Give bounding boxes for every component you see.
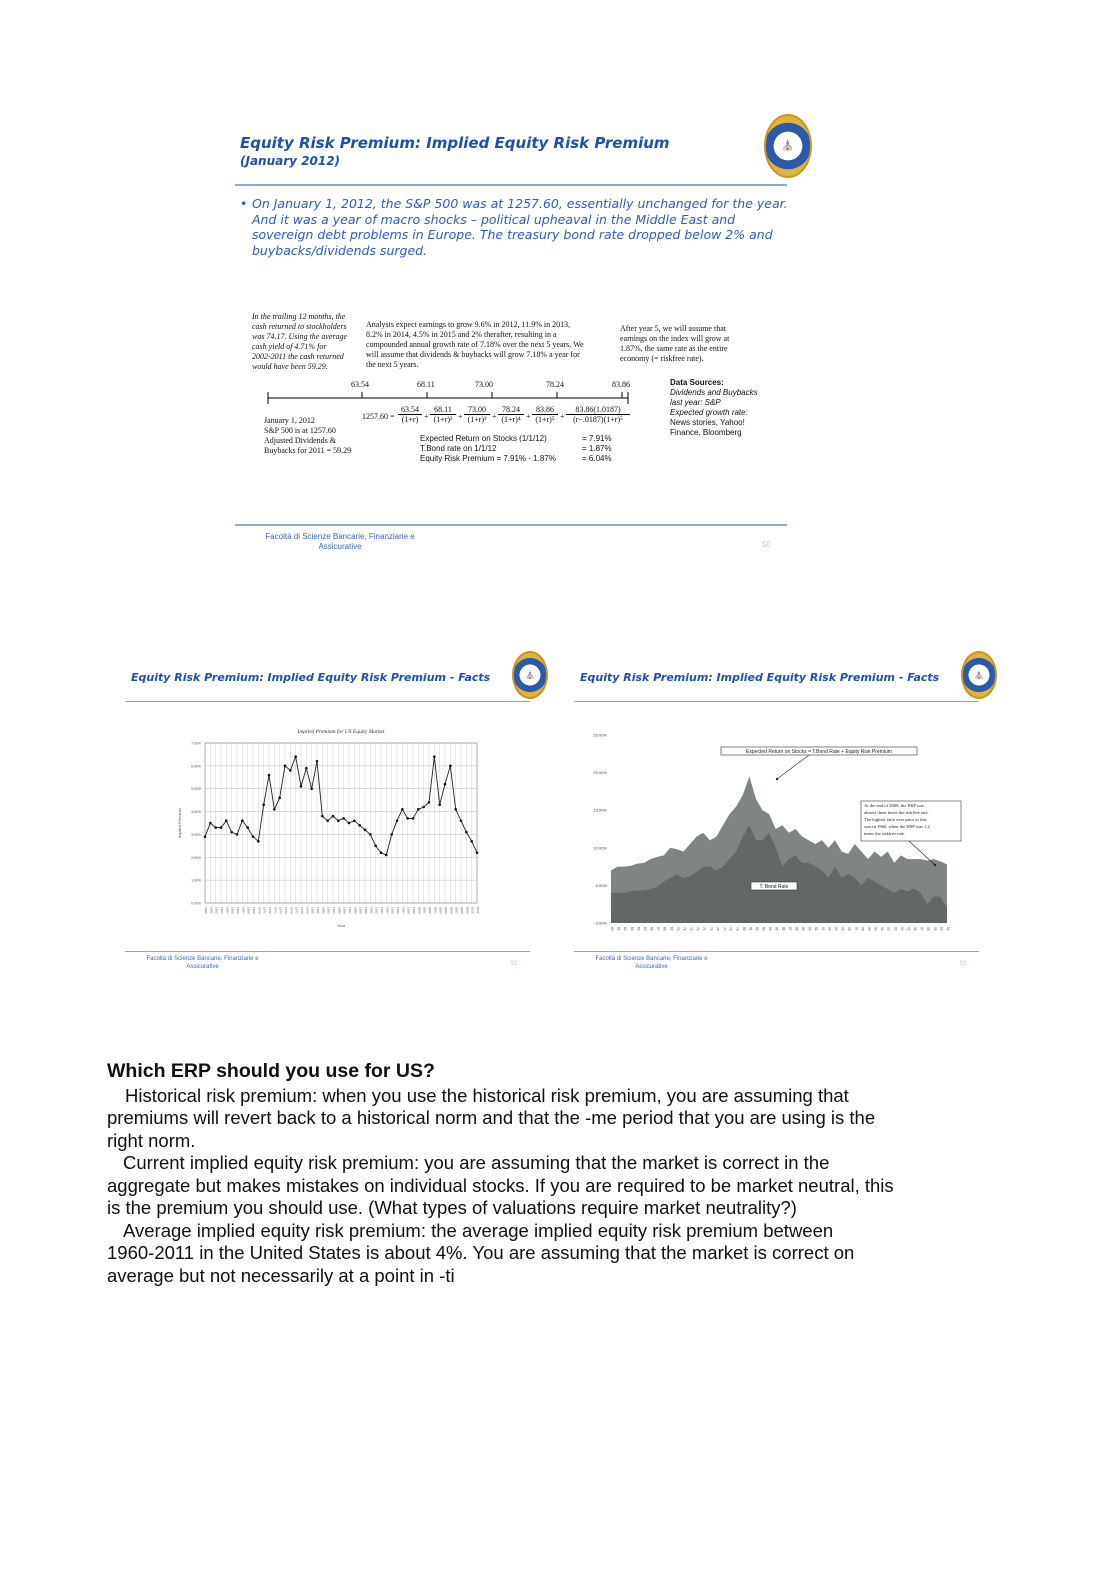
middle-note: Analysts expect earnings to grow 9.6% in 2012, 11.9% in 2013, 8.2% in 2014, 4.5% in 2015 and 2% therafter, resulting in a compounded annual growth rate of 7.18% over the next 5 years. We will assume that dividends & buybacks will grow 7.18% a year for the next 5 years. (366, 320, 584, 369)
result-label: Expected Return on Stocks (1/1/12) (420, 434, 547, 443)
x-tick-label: 1967 (241, 907, 246, 914)
expected-return-chart (579, 727, 964, 932)
data-point (476, 851, 479, 854)
x-tick-label: 1993 (380, 907, 384, 914)
data-point (241, 819, 244, 822)
slide-subtitle: (January 2012) (240, 154, 341, 168)
x-tick-label: 83 (761, 927, 766, 931)
data-point (369, 833, 372, 836)
footer: Facoltà di Scienze Bancarie, Finanziarie e Assicurative (265, 532, 415, 551)
x-tick-label: 09 (932, 927, 937, 931)
x-tick-label: 1981 (316, 907, 320, 914)
x-tick-label: 06 (913, 927, 918, 931)
timeline-value: 78.24 (546, 380, 564, 389)
result-label: Equity Risk Premium = 7.91% - 1.87% (420, 454, 556, 463)
x-tick-label: 1982 (321, 907, 326, 914)
x-tick-label: 1995 (390, 907, 395, 914)
x-tick-label: 2000 (417, 907, 422, 914)
data-point (278, 797, 281, 800)
data-point (262, 803, 265, 806)
result-value: = 6.04% (582, 454, 612, 463)
x-tick-label: 1979 (305, 907, 310, 914)
equation-lhs: 1257.60 = (362, 412, 395, 421)
x-tick-label: 97 (853, 927, 858, 931)
data-point (214, 826, 217, 829)
footer-rule (125, 951, 530, 952)
x-tick-label: 85 (774, 927, 779, 931)
x-tick-label: 70 (675, 927, 680, 931)
x-tick-label: 76 (715, 927, 720, 931)
x-tick-label: 00 (873, 927, 878, 931)
data-point (358, 824, 361, 827)
results (420, 434, 620, 464)
bullet-symbol: • (240, 196, 248, 211)
x-tick-label: 2003 (433, 907, 438, 914)
x-tick-label: 1963 (220, 907, 224, 914)
fraction: 78.24 (1+r)⁴ (498, 405, 524, 424)
x-tick-label: 2001 (422, 907, 427, 914)
x-tick-label: 60 (610, 927, 614, 931)
data-point (230, 831, 233, 834)
x-tick-label: 2004 (438, 907, 443, 914)
x-tick-label: 1999 (412, 907, 416, 914)
data-point (273, 808, 276, 811)
x-tick-label: 61 (616, 927, 621, 931)
x-tick-label: 81 (748, 927, 753, 931)
x-tick-label: 2010 (470, 907, 475, 914)
left-note: In the trailing 12 months, the cash returned to stockholders was 74.17. Using the average cash yield of 4.71% for 2002-2011 the cash returned would have been 59.29. (252, 312, 348, 371)
x-tick-label: 1987 (348, 907, 352, 914)
x-tick-label: 82 (754, 927, 759, 931)
x-tick-label: 64 (636, 927, 641, 931)
x-tick-label: 2008 (460, 907, 464, 914)
x-tick-label: 1977 (294, 907, 299, 914)
plus: + (458, 412, 463, 421)
x-tick-label: 02 (886, 927, 891, 931)
title-rule (235, 184, 787, 186)
y-tick-label: 25.00% (593, 732, 607, 738)
timeline-value: 63.54 (351, 380, 369, 389)
x-tick-label: 91 (814, 927, 819, 931)
annotation-note-line: almost three times the riskfree rate. (864, 810, 929, 815)
slide-52 (574, 645, 999, 975)
x-tick-label: 1980 (310, 907, 315, 914)
chart-title: Implied Premium for US Equity Market (297, 729, 385, 735)
slide-title: Equity Risk Premium: Implied Equity Risk Premium - Facts (580, 671, 940, 684)
x-tick-label: 1971 (262, 907, 267, 914)
y-tick-label: 15.00% (593, 807, 607, 813)
x-tick-label: 1976 (289, 907, 294, 914)
x-tick-label: 1996 (396, 907, 400, 914)
x-tick-label: 2005 (444, 907, 448, 914)
university-logo: ⛪ (512, 651, 548, 699)
x-tick-label: 79 (735, 927, 740, 931)
x-tick-label: 1965 (230, 907, 235, 914)
fraction: 73.00 (1+r)³ (464, 405, 490, 424)
x-tick-label: 04 (899, 927, 904, 931)
slide-title: Equity Risk Premium: Implied Equity Risk Premium - Facts (131, 671, 491, 684)
page-number: 52 (960, 961, 967, 967)
x-tick-label: 94 (834, 927, 838, 931)
result-value: = 1.87% (582, 444, 612, 453)
fraction: 63.54 (1+r) (398, 405, 422, 424)
title-rule (574, 701, 979, 702)
data-point (316, 760, 319, 763)
footer: Facoltà di Scienze Bancarie, Finanziarie e Assicurative (146, 956, 259, 970)
data-point (337, 819, 340, 822)
bullet-line: sovereign debt problems in Europe. The treasury bond rate dropped below 2% and (252, 227, 773, 243)
data-point (374, 845, 377, 848)
university-logo: ⛪ (764, 114, 812, 178)
page-number: 51 (511, 961, 518, 967)
timeline-value: 83.86 (612, 380, 630, 389)
x-tick-label: 96 (847, 927, 852, 931)
data-point (289, 769, 292, 772)
footer-rule (235, 524, 787, 526)
annotation-arrow-head (934, 864, 936, 866)
right-note: After year 5, we will assume that earnings on the index will grow at 1.87%, the same rate as the entire economy (= riskfree rate). (620, 324, 730, 363)
fraction: 68.11 (1+r)² (430, 405, 456, 424)
title-rule (125, 701, 530, 702)
x-tick-label: 1990 (364, 907, 368, 914)
data-point (204, 835, 207, 838)
x-tick-label: 1997 (401, 907, 406, 914)
x-tick-label: 01 (880, 927, 885, 931)
x-tick-label: 84 (768, 927, 773, 931)
y-tick-label: 5.00% (191, 787, 201, 792)
data-point (326, 819, 329, 822)
annotation-note-line: was in 1960, when the ERP was 1.2 (864, 824, 930, 829)
x-tick-label: 1988 (353, 907, 358, 914)
data-point (257, 840, 260, 843)
plus: + (560, 412, 565, 421)
x-tick-label: 78 (728, 927, 733, 931)
y-tick-label: 0.00% (595, 920, 607, 926)
slide-title: Equity Risk Premium: Implied Equity Risk Premium (240, 134, 670, 152)
data-point (465, 831, 468, 834)
x-tick-label: 93 (827, 927, 832, 931)
data-point (385, 854, 388, 857)
x-tick-label: 75 (708, 927, 713, 931)
x-tick-label: 89 (801, 927, 806, 931)
x-tick-label: 11 (946, 927, 950, 931)
x-tick-label: 1978 (300, 907, 304, 914)
x-tick-label: 2011 (476, 907, 480, 914)
data-point (380, 851, 383, 854)
x-tick-label: 1991 (369, 907, 374, 914)
data-point (225, 819, 228, 822)
x-tick-label: 98 (860, 927, 865, 931)
data-point (449, 765, 452, 768)
data-point (454, 808, 457, 811)
x-tick-label: 2007 (454, 907, 459, 914)
annotation-arrow (777, 755, 809, 779)
y-tick-label: 5.00% (595, 882, 607, 888)
data-point (438, 803, 441, 806)
data-point (396, 819, 399, 822)
data-point (444, 783, 447, 786)
slide-51 (125, 645, 545, 975)
x-axis-label: Year (336, 923, 346, 928)
data-point (284, 765, 287, 768)
x-tick-label: 1975 (284, 907, 288, 914)
notes-paragraph: Average implied equity risk premium: the average implied equity risk premium between 1960-2011 in the United States is about 4%. You are assuming that the market is correct on average but not necessarily at a point in -ti (107, 1219, 855, 1286)
data-point (422, 806, 425, 809)
x-tick-label: 68 (662, 927, 667, 931)
data-point (470, 840, 473, 843)
result-label: T.Bond rate on 1/1/12 (420, 444, 497, 453)
x-tick-label: 66 (649, 927, 654, 931)
x-tick-label: 1966 (236, 907, 240, 914)
data-point (348, 822, 351, 825)
x-tick-label: 2006 (449, 907, 454, 914)
x-tick-label: 1984 (332, 907, 336, 914)
annotation-label: T. Bond Rate (759, 884, 789, 890)
data-point (460, 819, 463, 822)
x-tick-label: 2002 (428, 907, 432, 914)
x-tick-label: 72 (689, 927, 694, 931)
x-tick-label: 03 (893, 927, 898, 931)
x-tick-label: 1985 (337, 907, 342, 914)
data-point (209, 822, 212, 825)
y-tick-label: 2.00% (191, 855, 201, 860)
x-tick-label: 90 (807, 927, 812, 931)
x-tick-label: 08 (926, 927, 931, 931)
x-tick-label: 1961 (209, 907, 214, 914)
x-tick-label: 74 (702, 927, 707, 931)
data-point (342, 817, 345, 820)
x-tick-label: 62 (623, 927, 628, 931)
y-tick-label: 0.00% (191, 901, 201, 906)
bullet-line: And it was a year of macro shocks – political upheaval in the Middle East and (252, 211, 736, 227)
x-tick-label: 63 (629, 927, 634, 931)
x-tick-label: 69 (669, 927, 674, 931)
x-tick-label: 67 (656, 927, 661, 931)
implied-premium-chart (165, 723, 485, 933)
footer: Facoltà di Scienze Bancarie, Finanziarie e Assicurative (595, 956, 708, 970)
notes-paragraph: Current implied equity risk premium: you are assuming that the market is correct in the aggregate but makes mistakes on individual stocks. If you are required to be market neutral, this is the premium you should use. (What types of valuations require market neutrality?) (107, 1152, 894, 1218)
annotation-arrow-head (776, 778, 778, 780)
x-tick-label: 77 (722, 927, 726, 931)
annotation-note-line: The highest ratio ever prior to this (864, 817, 927, 822)
x-tick-label: 1969 (252, 907, 256, 914)
page-number: 50 (762, 540, 771, 549)
x-tick-label: 92 (820, 927, 825, 931)
notes-heading: Which ERP should you use for US? (107, 1060, 435, 1082)
x-tick-label: 1989 (358, 907, 363, 914)
data-point (252, 835, 255, 838)
university-logo: ⛪ (961, 651, 997, 699)
x-tick-label: 87 (787, 927, 792, 931)
annotation-note-line: times the riskfree rate. (864, 831, 906, 836)
timeline-value: 68.11 (417, 380, 435, 389)
x-tick-label: 1974 (278, 907, 283, 914)
x-tick-label: 1992 (374, 907, 379, 914)
x-tick-label: 80 (741, 927, 746, 931)
y-axis-label: Implied Premium (177, 807, 182, 839)
annotation-note-line: At the end of 2008, the ERP was (864, 803, 925, 808)
data-point (412, 817, 415, 820)
y-tick-label: 4.00% (191, 810, 201, 815)
data-point (390, 833, 393, 836)
data-point (310, 787, 313, 790)
x-tick-label: 1998 (406, 907, 411, 914)
bullet (240, 196, 790, 258)
data-sources: Data Sources: Dividends and Buybacks last year: S&P Expected growth rate: News stories, Yahoo! Finance, Bloomberg (670, 378, 758, 437)
x-tick-label: 1994 (385, 907, 390, 914)
y-tick-label: 1.00% (191, 878, 201, 883)
x-tick-label: 88 (794, 927, 799, 931)
x-tick-label: 1970 (257, 907, 262, 914)
base-note: January 1, 2012 S&P 500 is at 1257.60 Adjusted Dividends & Buybacks for 2011 = 59.29 (264, 416, 352, 455)
x-tick-label: 95 (840, 927, 845, 931)
x-tick-label: 10 (939, 927, 944, 931)
x-tick-label: 1973 (273, 907, 278, 914)
result-value: = 7.91% (582, 434, 612, 443)
bullet-line: buybacks/dividends surged. (252, 242, 428, 258)
plus: + (526, 412, 531, 421)
x-tick-label: 1972 (268, 907, 272, 914)
x-tick-label: 2009 (465, 907, 470, 914)
data-point (332, 815, 335, 818)
timeline-value: 73.00 (475, 380, 493, 389)
data-point (268, 774, 271, 777)
y-tick-label: 7.00% (191, 741, 201, 746)
fraction: 83.86 (1+r)⁵ (532, 405, 558, 424)
y-tick-label: 3.00% (191, 832, 201, 837)
data-point (364, 829, 367, 832)
data-point (305, 767, 308, 770)
data-point (220, 826, 223, 829)
data-point (236, 833, 239, 836)
notes-paragraph: Historical risk premium: when you use the historical risk premium, you are assuming that premiums will revert back to a historical norm and that the -me period that you are using is the right norm. (107, 1084, 876, 1151)
data-point (321, 815, 324, 818)
data-point (294, 755, 297, 758)
x-tick-label: 1986 (342, 907, 347, 914)
data-point (428, 801, 431, 804)
footer-rule (574, 951, 979, 952)
slide-50 (230, 100, 810, 560)
x-tick-label: 86 (781, 927, 786, 931)
notes (107, 1060, 1007, 1287)
data-point (433, 755, 436, 758)
x-tick-label: 73 (695, 927, 700, 931)
plus: + (424, 412, 429, 421)
x-tick-label: 1968 (246, 907, 251, 914)
x-tick-label: 65 (642, 927, 647, 931)
plus: + (492, 412, 497, 421)
data-point (353, 819, 356, 822)
y-tick-label: 20.00% (593, 770, 607, 776)
data-point (406, 817, 409, 820)
x-tick-label: 07 (919, 927, 924, 931)
data-point (401, 808, 404, 811)
x-tick-label: 1960 (204, 907, 208, 914)
bullet-line: On January 1, 2012, the S&P 500 was at 1257.60, essentially unchanged for the year. (252, 196, 788, 211)
premium-series-line (205, 757, 477, 855)
x-tick-label: 05 (906, 927, 911, 931)
y-tick-label: 6.00% (191, 764, 201, 769)
x-tick-label: 1964 (225, 907, 230, 914)
data-point (246, 826, 249, 829)
data-point (417, 808, 420, 811)
annotation-label: Expected Return on Stocks = T.Bond Rate + Equity Risk Premium (746, 749, 892, 755)
x-tick-label: 1983 (326, 907, 331, 914)
x-tick-label: 99 (866, 927, 871, 931)
x-tick-label: 1962 (214, 907, 219, 914)
y-tick-label: 10.00% (593, 845, 607, 851)
plot-frame (205, 743, 477, 903)
fraction: 83.86(1.0187) (r−.0187)(1+r)⁵ (566, 405, 630, 424)
x-tick-label: 71 (682, 927, 687, 931)
data-point (300, 785, 303, 788)
